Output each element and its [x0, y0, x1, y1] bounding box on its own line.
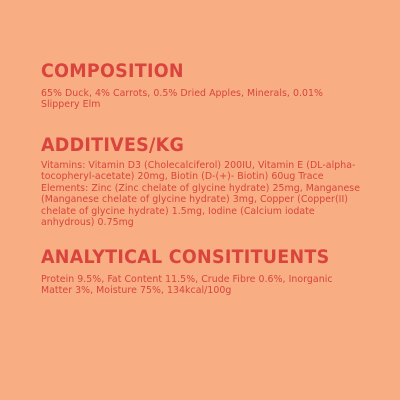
analytical-section — [41, 246, 363, 297]
composition-section — [41, 60, 363, 111]
analytical-text: Protein 9.5%, Fat Content 11.5%, Crude Fibre 0.6%, Inorganic Matter 3%, Moisture 75%, 134kcal/100g — [41, 274, 333, 297]
analytical-heading: ANALYTICAL CONSITITUENTS — [41, 246, 330, 268]
additives-heading: ADDITIVES/KG — [41, 134, 185, 156]
composition-text: 65% Duck, 4% Carrots, 0.5% Dried Apples, Minerals, 0.01% Slippery Elm — [41, 88, 323, 111]
additives-text: Vitamins: Vitamin D3 (Cholecalciferol) 200IU, Vitamin E (DL-alpha-tocopheryl-acetate) 20mg, Biotin (D-(+)- Biotin) 60ug Trace Elements: Zinc (Zinc chelate of glycine hydrate) 25mg, Manganese (Manganese chelate of glycine hydrate) 3mg, Copper (Copper(II) chelate of glycine hydrate) 1.5mg, Iodine (Calcium iodate anhydrous) 0.75mg — [41, 160, 361, 229]
additives-section — [41, 134, 363, 228]
composition-heading: COMPOSITION — [41, 60, 184, 82]
